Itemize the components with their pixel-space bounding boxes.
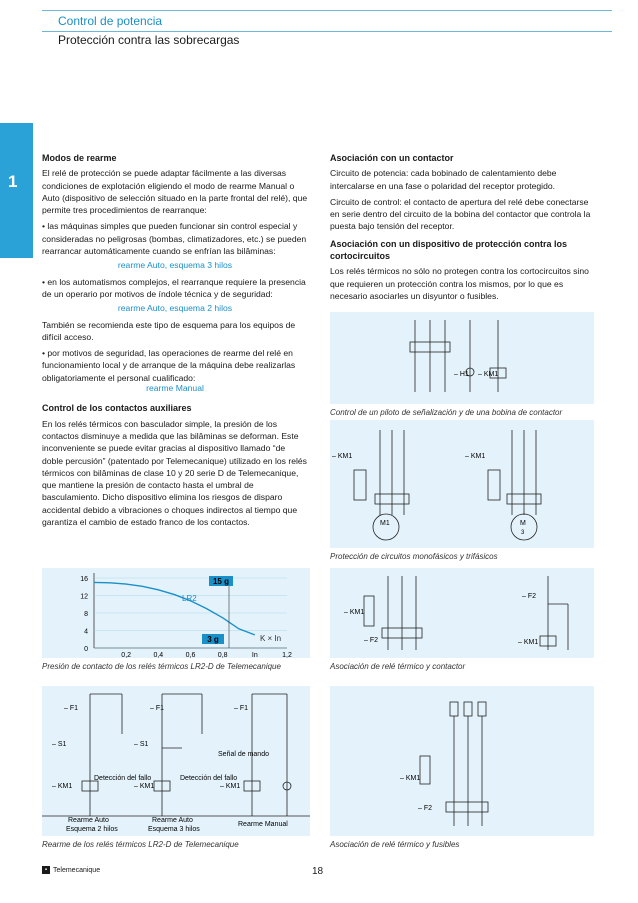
pilot-diagram-box bbox=[330, 312, 594, 404]
label-f1: – F1 bbox=[234, 705, 249, 712]
x-axis-label: K × In bbox=[260, 634, 282, 643]
label-f2: – F2 bbox=[364, 637, 379, 644]
paragraph: Los relés térmicos no sólo no protegen contra los cortocircuitos sino que requieren un protección contra los mismos, por lo que es necesario asociarles un disyuntor o fusibles. bbox=[330, 266, 589, 301]
relay-fuse-caption: Asociación de relé térmico y fusibles bbox=[330, 840, 460, 849]
label-rearme-manual: Rearme Manual bbox=[238, 821, 288, 828]
chart-box bbox=[42, 568, 310, 658]
label-3-hilos: Esquema 3 hilos bbox=[148, 826, 200, 833]
brand-logo bbox=[42, 866, 100, 874]
label-f2: – F2 bbox=[522, 593, 537, 600]
label-m: M bbox=[520, 520, 526, 527]
relay-fuse-diagram bbox=[330, 686, 594, 836]
label-detection: Detección del fallo bbox=[180, 775, 238, 782]
pilot-diagram bbox=[330, 312, 594, 404]
label-rearme-auto: Rearme Auto bbox=[152, 817, 193, 824]
x-tick-label: 1,2 bbox=[282, 652, 292, 658]
coil-km1 bbox=[354, 470, 366, 500]
fuse bbox=[478, 702, 486, 716]
annotation-3g: 3 g bbox=[207, 635, 219, 644]
section-title: Control de potencia bbox=[58, 14, 163, 28]
label-s1: – S1 bbox=[134, 741, 149, 748]
annotation-15g: 15 g bbox=[212, 577, 230, 586]
label-f1: – F1 bbox=[64, 705, 79, 712]
x-tick-label: In bbox=[251, 652, 258, 658]
relay-contactor-diagram bbox=[330, 568, 594, 658]
rearme-caption: Rearme de los relés térmicos LR2-D de Telemecanique bbox=[42, 840, 239, 849]
relay-contactor-caption: Asociación de relé térmico y contactor bbox=[330, 662, 466, 671]
label-km1: – KM1 bbox=[134, 783, 155, 790]
paragraph: • por motivos de seguridad, las operaciones de rearme del relé en funcionamiento local y de arranque de la máquina debe realizarlas obligatoriamente el personal cualificado: bbox=[42, 348, 296, 383]
highlight-line: rearme Manual bbox=[146, 383, 204, 394]
fuse bbox=[464, 702, 472, 716]
paragraph: • las máquinas simples que pueden funcionar sin control especial y consideradas no peligrosas (bombas, climatizadores, etc.) se pueden rearrancar automáticamente cuando se enfrían las bilâminas: bbox=[42, 221, 307, 257]
label-f1: – F1 bbox=[150, 705, 165, 712]
section-number: 1 bbox=[8, 172, 18, 191]
label-km1: – KM1 bbox=[518, 639, 539, 646]
label-km1: – KM1 bbox=[400, 775, 421, 782]
right-column bbox=[330, 152, 592, 306]
x-tick-label: 0,8 bbox=[217, 652, 228, 658]
logo-icon: ▪ bbox=[42, 866, 50, 874]
label-km1: – KM1 bbox=[332, 453, 353, 460]
label-rearme-auto: Rearme Auto bbox=[68, 817, 109, 824]
label-km1: – KM1 bbox=[465, 453, 486, 460]
contact-pressure-chart bbox=[42, 568, 310, 658]
coil-km1 bbox=[488, 470, 500, 500]
highlight-line: rearme Auto, esquema 2 hilos bbox=[117, 303, 233, 314]
fuse bbox=[450, 702, 458, 716]
series-line-lr2 bbox=[94, 582, 255, 635]
coil-km1 bbox=[420, 756, 430, 784]
paragraph: Circuito de potencia: cada bobinado de calentamiento debe intercalarse en una fase o polaridad del receptor protegido. bbox=[330, 168, 557, 191]
x-tick-label: 0,6 bbox=[185, 652, 196, 658]
chart-caption: Presión de contacto de los relés térmicos LR2-D de Telemecanique bbox=[42, 662, 281, 671]
mono-tri-caption: Protección de circuitos monofásicos y trifásicos bbox=[330, 552, 498, 561]
paragraph: • en los automatismos complejos, el rearranque requiere la presencia de un operario por motivos de índole técnica y de seguridad: bbox=[42, 276, 306, 299]
motor-m1 bbox=[373, 514, 399, 540]
y-tick-label: 0 bbox=[84, 646, 88, 653]
label-km1: – KM1 bbox=[478, 371, 499, 378]
label-km1: – KM1 bbox=[344, 609, 365, 616]
label-km1: – KM1 bbox=[220, 783, 241, 790]
motor-m3 bbox=[511, 514, 537, 540]
rearme-diagram bbox=[42, 686, 310, 836]
label-s1: – S1 bbox=[52, 741, 67, 748]
paragraph: El relé de protección se puede adaptar fácilmente a las diversas condiciones de explotación eligiendo el modo de rearme Manual o Auto (dispositivo de selección situado en la parte frontal del relé), que permite tres procedimientos de rearranque: bbox=[42, 168, 308, 216]
label-f2: – F2 bbox=[418, 805, 433, 812]
y-tick-label: 12 bbox=[80, 593, 88, 601]
mono-tri-diagram bbox=[330, 420, 594, 548]
page-number: 18 bbox=[312, 866, 324, 877]
mono-tri-diagram-box bbox=[330, 420, 594, 548]
left-column bbox=[42, 152, 308, 532]
header-mid-rule bbox=[42, 31, 612, 32]
label-3: 3 bbox=[521, 530, 525, 536]
relay-contactor-diagram-box bbox=[330, 568, 594, 658]
label-km1: – KM1 bbox=[52, 783, 73, 790]
label-senal-mando: Señal de mando bbox=[218, 751, 269, 758]
y-tick-label: 16 bbox=[80, 576, 88, 583]
coil-km1 bbox=[364, 596, 374, 626]
x-tick-label: 0,4 bbox=[153, 652, 164, 658]
brand-name: Telemecanique bbox=[53, 866, 101, 874]
y-tick-label: 8 bbox=[84, 611, 88, 618]
x-tick-label: 0,2 bbox=[121, 652, 132, 658]
highlight-line: rearme Auto, esquema 3 hilos bbox=[117, 260, 233, 271]
heading-contactos-auxiliares: Control de los contactos auxiliares bbox=[42, 403, 192, 414]
label-detection: Detección del fallo bbox=[94, 775, 152, 782]
heading-modos-rearme: Modos de rearme bbox=[42, 153, 117, 163]
label-h1: – H1 bbox=[454, 371, 469, 378]
series-label-lr2: LR2 bbox=[182, 594, 197, 603]
label-m1: M1 bbox=[380, 520, 390, 527]
paragraph: Circuito de control: el contacto de apertura del relé debe conectarse en serie dentro del circuito de la bobina del contactor que controla la puesta bajo tensión del receptor. bbox=[330, 196, 591, 232]
page-subtitle: Protección contra las sobrecargas bbox=[58, 33, 240, 47]
y-tick-label: 4 bbox=[84, 628, 88, 636]
rearme-diagram-box bbox=[42, 686, 310, 836]
heading-asociacion-contactor: Asociación con un contactor bbox=[330, 153, 454, 163]
label-2-hilos: Esquema 2 hilos bbox=[66, 826, 118, 833]
relay-fuse-diagram-box bbox=[330, 686, 594, 836]
header-top-rule bbox=[42, 10, 612, 11]
paragraph: También se recomienda este tipo de esquema para los equipos de difícil acceso. bbox=[42, 319, 296, 342]
paragraph: En los relés térmicos con basculador simple, la presión de los contactos disminuye a medida que las bilâminas se deforman. Este inconveniente se puede evitar gracias al dispositivo llamado “de doble percusión” (patentado por Telemecanique) utilizado en los relés térmicos con bilâminas de clase 10 y 20 serie D de Telemecanique, que mantiene la presión de contacto hasta el umbral de basculamiento. Dicho dispositivo elimina los riesgos de disparo accidental debido a vibraciones o choques indirectos al tiempo que garantiza el cambio de estado franco de los contactos. bbox=[42, 418, 307, 528]
pilot-caption: Control de un piloto de señalización y de una bobina de contactor bbox=[330, 408, 563, 417]
heading-asociacion-cortocircuitos: Asociación con un dispositivo de protección contra los cortocircuitos bbox=[330, 238, 568, 262]
